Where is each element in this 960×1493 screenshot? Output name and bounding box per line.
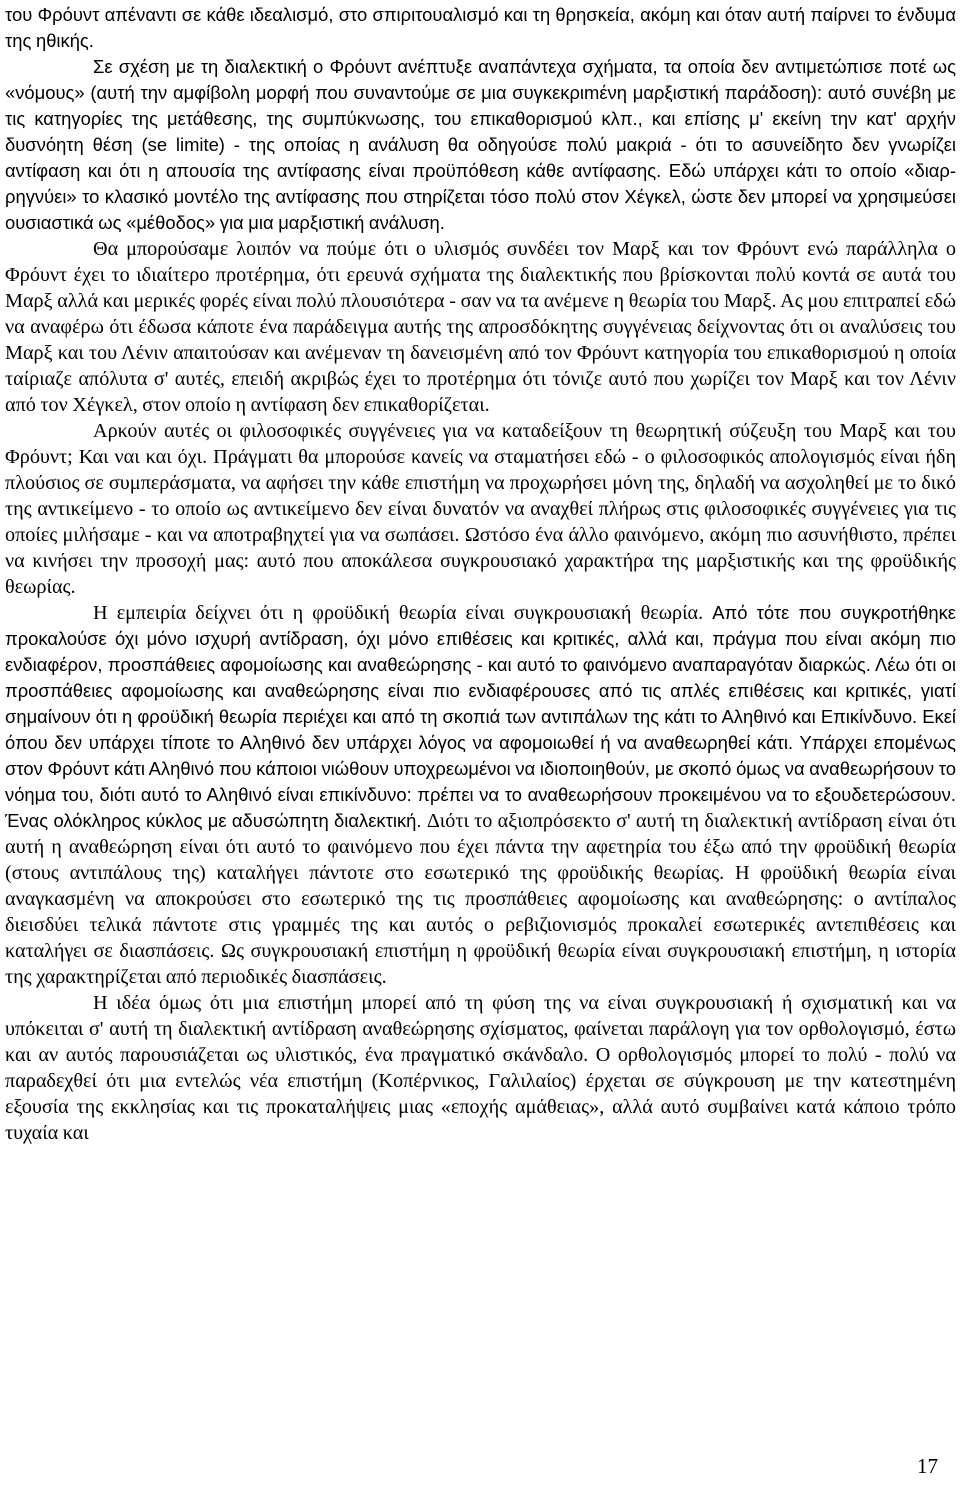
paragraph-text-segment: Αρκούν αυτές οι φιλοσοφικές συγγένειες για να καταδείξουν τη θεωρητική σύζευξη του Μαρξ και του Φρόυντ; Και ναι και όχι. Πράγματι θα μπορούσε κανείς να σταματήσει εδώ - ο φιλοσοφικός απολογισμός είναι ήδη πλούσιος σε συμπεράσματα, να αφήσει την κάθε επιστήμη να προχωρήσει μόνη της, δηλαδή να ασχοληθεί με το δικό της αντικείμενο - το οποίο ως αντικείμενο δεν είναι δυνατόν να αναχθεί πλήρως στις φιλοσοφικές συγγένειες για τις οποίες μιλήσαμε - και να αποτραβηχτεί για να σωπάσει. Ωστόσο ένα άλλο φαινόμενο, ακόμη πιο ασυνήθιστο, πρέπει να κινήσει την προσοχή μας: αυτό που αποκάλεσα συγκρουσιακό χαρακτήρα της μαρξιστικής και της φροϋδικής θεωρίας.: [5, 420, 956, 598]
paragraph-text-segment: Η εμπειρία δείχνει ότι η φροϋδική θεωρία είναι συγκρουσιακή θεωρία.: [93, 602, 713, 624]
paragraph: [5, 418, 956, 600]
paragraph: [5, 54, 956, 236]
page-number: 17: [917, 1454, 938, 1478]
paragraph: [5, 236, 956, 418]
paragraph: [5, 2, 956, 54]
paragraph-text-segment: Σε σχέση με τη διαλεκτική ο Φρόυντ ανέπτυξε αναπάντεχα σχήματα, τα οποία δεν αντιμετώπισε ποτέ ως «νόμους» (αυτή την αμφίβολη μορφή που συναντούμε σε μια συγκεκριmένη μαρξιστική παράδοση): αυτό συνέβη με τις κατηγορίες της μετάθεσης, της συμπύκνωσης, του επικαθορισμού κλπ., και επίσης μ' εκείνη την κατ' αρχήν δυσνόητη θέση (se limite) - της οποίας η ανάλυση θα οδηγούσε πολύ μακριά - ότι το ασυνείδητο δεν γνωρίζει αντίφαση και ότι η απουσία της αντίφασης είναι προϋπόθεση κάθε αντίφασης. Εδώ υπάρχει κάτι το οποίο «διαρρηγνύει» το κλασικό μοντέλο της αντίφασης που στηρίζεται τόσο πολύ στον Χέγκελ, ώστε δεν μπορεί να χρησιμεύσει ουσιαστικά ως «μέθοδος» για μια μαρξιστική ανάλυση.: [5, 56, 956, 233]
paragraph-text-segment: Θα μπορούσαμε λοιπόν να πούμε ότι ο υλισμός συνδέει τον Μαρξ και τον Φρόυντ ενώ παράλληλα ο Φρόυντ έχει το ιδιαίτερο προτέρημα, ότι ερευνά σχήματα της διαλεκτικής που βρίσκονται πολύ κοντά σε αυτά του Μαρξ αλλά και μερικές φορές είναι πολύ πλουσιότερα - σαν να τα ανέμενε η θεωρία του Μαρξ. Ας μου επιτραπεί εδώ να αναφέρω ότι έδωσα κάποτε ένα παράδειγμα αυτής της απροσδόκητης συγγένειας δείχνοντας ότι οι αναλύσεις του Μαρξ και του Λένιν απαιτούσαν και ανέμεναν τη δανεισμένη από τον Φρόυντ κατηγορία του επικαθορισμού η οποία ταίριαζε απόλυτα σ' αυτές, επειδή ακριβώς έχει το προτέρημα ότι τόνιζε αυτό που χωρίζει τον Μαρξ και τον Λένιν από τον Χέγκελ, στον οποίο η αντίφαση δεν επικαθορίζεται.: [5, 238, 956, 416]
paragraph: [5, 600, 956, 990]
document-page: [5, 2, 956, 1146]
body-text: [5, 2, 956, 1146]
paragraph-text-segment: του Φρόυντ απέναντι σε κάθε ιδεαλισμό, στο σπιριτουαλισμό και τη θρησκεία, ακόμη και όταν αυτή παίρνει το ένδυμα της ηθικής.: [5, 4, 956, 51]
paragraph-text-segment: Η ιδέα όμως ότι μια επιστήμη μπορεί από τη φύση της να είναι συγκρουσιακή ή σχισματική και να υπόκειται σ' αυτή τη διαλεκτική αντίδραση αναθεώρησης σχίσματος, φαίνεται παράλογη για τον ορθολογισμό, έστω και αν αυτός παρουσιάζεται ως υλιστικός, ένα πραγματικό σκάνδαλο. Ο ορθολογισμός μπορεί το πολύ - πολύ να παραδεχθεί ότι μια εντελώς νέα επιστήμη (Κοπέρνικος, Γαλιλαίος) έρχεται σε σύγκρουση με την κατεστημένη εξουσία της εκκλησίας και τις προκαταλήψεις μιας «εποχής αμάθειας», αλλά αυτό συμβαίνει κατά κάποιο τρόπο τυχαία και: [5, 992, 956, 1144]
paragraph-text-segment: Από τότε που συγκροτήθηκε προκαλούσε όχι μόνο ισχυρή αντίδραση, όχι μόνο επιθέσεις και κριτικές, αλλά και, πράγμα που είναι ακόμη πιο ενδιαφέρον, προσπάθειες αφομοίωσης και αναθεώρησης - και αυτό το φαινόμενο αναπαραγόταν διαρκώς. Λέω ότι οι προσπάθειες αφομοίωσης και αναθεώρησης είναι πιο ενδιαφέρουσες από τις απλές επιθέσεις και κριτικές, γιατί σημαίνουν ότι η φροϋδική θεωρία περιέχει και από τη σκοπιά των αντιπάλων της κάτι το Αληθινό και Επικίνδυνο. Εκεί όπου δεν υπάρχει τίποτε το Αληθινό δεν υπάρχει λόγος να αφομοιωθεί ή να αναθεωρηθεί κάτι. Υπάρχει επομένως στον Φρόυντ κάτι Αληθινό που κάποιοι νιώθουν υποχρεωμένοι να ιδιοποιηθούν, με σκοπό όμως να αναθεωρήσουν το νόημα του, διότι αυτό το Αληθινό είναι επικίνδυνο: πρέπει να το αναθεωρήσουν προκειμένου να το εξουδετερώσουν. Ένας ολόκληρος κύκλος με αδυσώπητη διαλεκτική.: [5, 602, 956, 831]
paragraph: [5, 990, 956, 1146]
paragraph-text-segment: Διότι το αξιοπρόσεκτο σ' αυτή τη διαλεκτική αντίδραση είναι ότι αυτή η αναθεώρηση είναι ότι αυτό το φαινόμενο που έχει πάντα την αφετηρία του έξω από την φροϋδική θεωρία (στους αντιπάλους της) καταλήγει πάντοτε στο εσωτερικό της φροϋδικής θεωρίας. Η φροϋδική θεωρία είναι αναγκασμένη να αποκρούσει στο εσωτερικό της τις προσπάθειες αφομοίωσης και αναθεώρησης: ο αντίπαλος διεισδύει τελικά πάντοτε στις γραμμές της και αυτός ο ρεβιζιονισμός προκαλεί εσωτερικές αντεπιθέσεις και καταλήγει σε διασπάσεις. Ως συγκρουσιακή επιστήμη η φροϋδική θεωρία είναι συγκρουσιακή επιστήμη, η ιστορία της χαρακτηρίζεται από περιοδικές διασπάσεις.: [5, 810, 956, 988]
